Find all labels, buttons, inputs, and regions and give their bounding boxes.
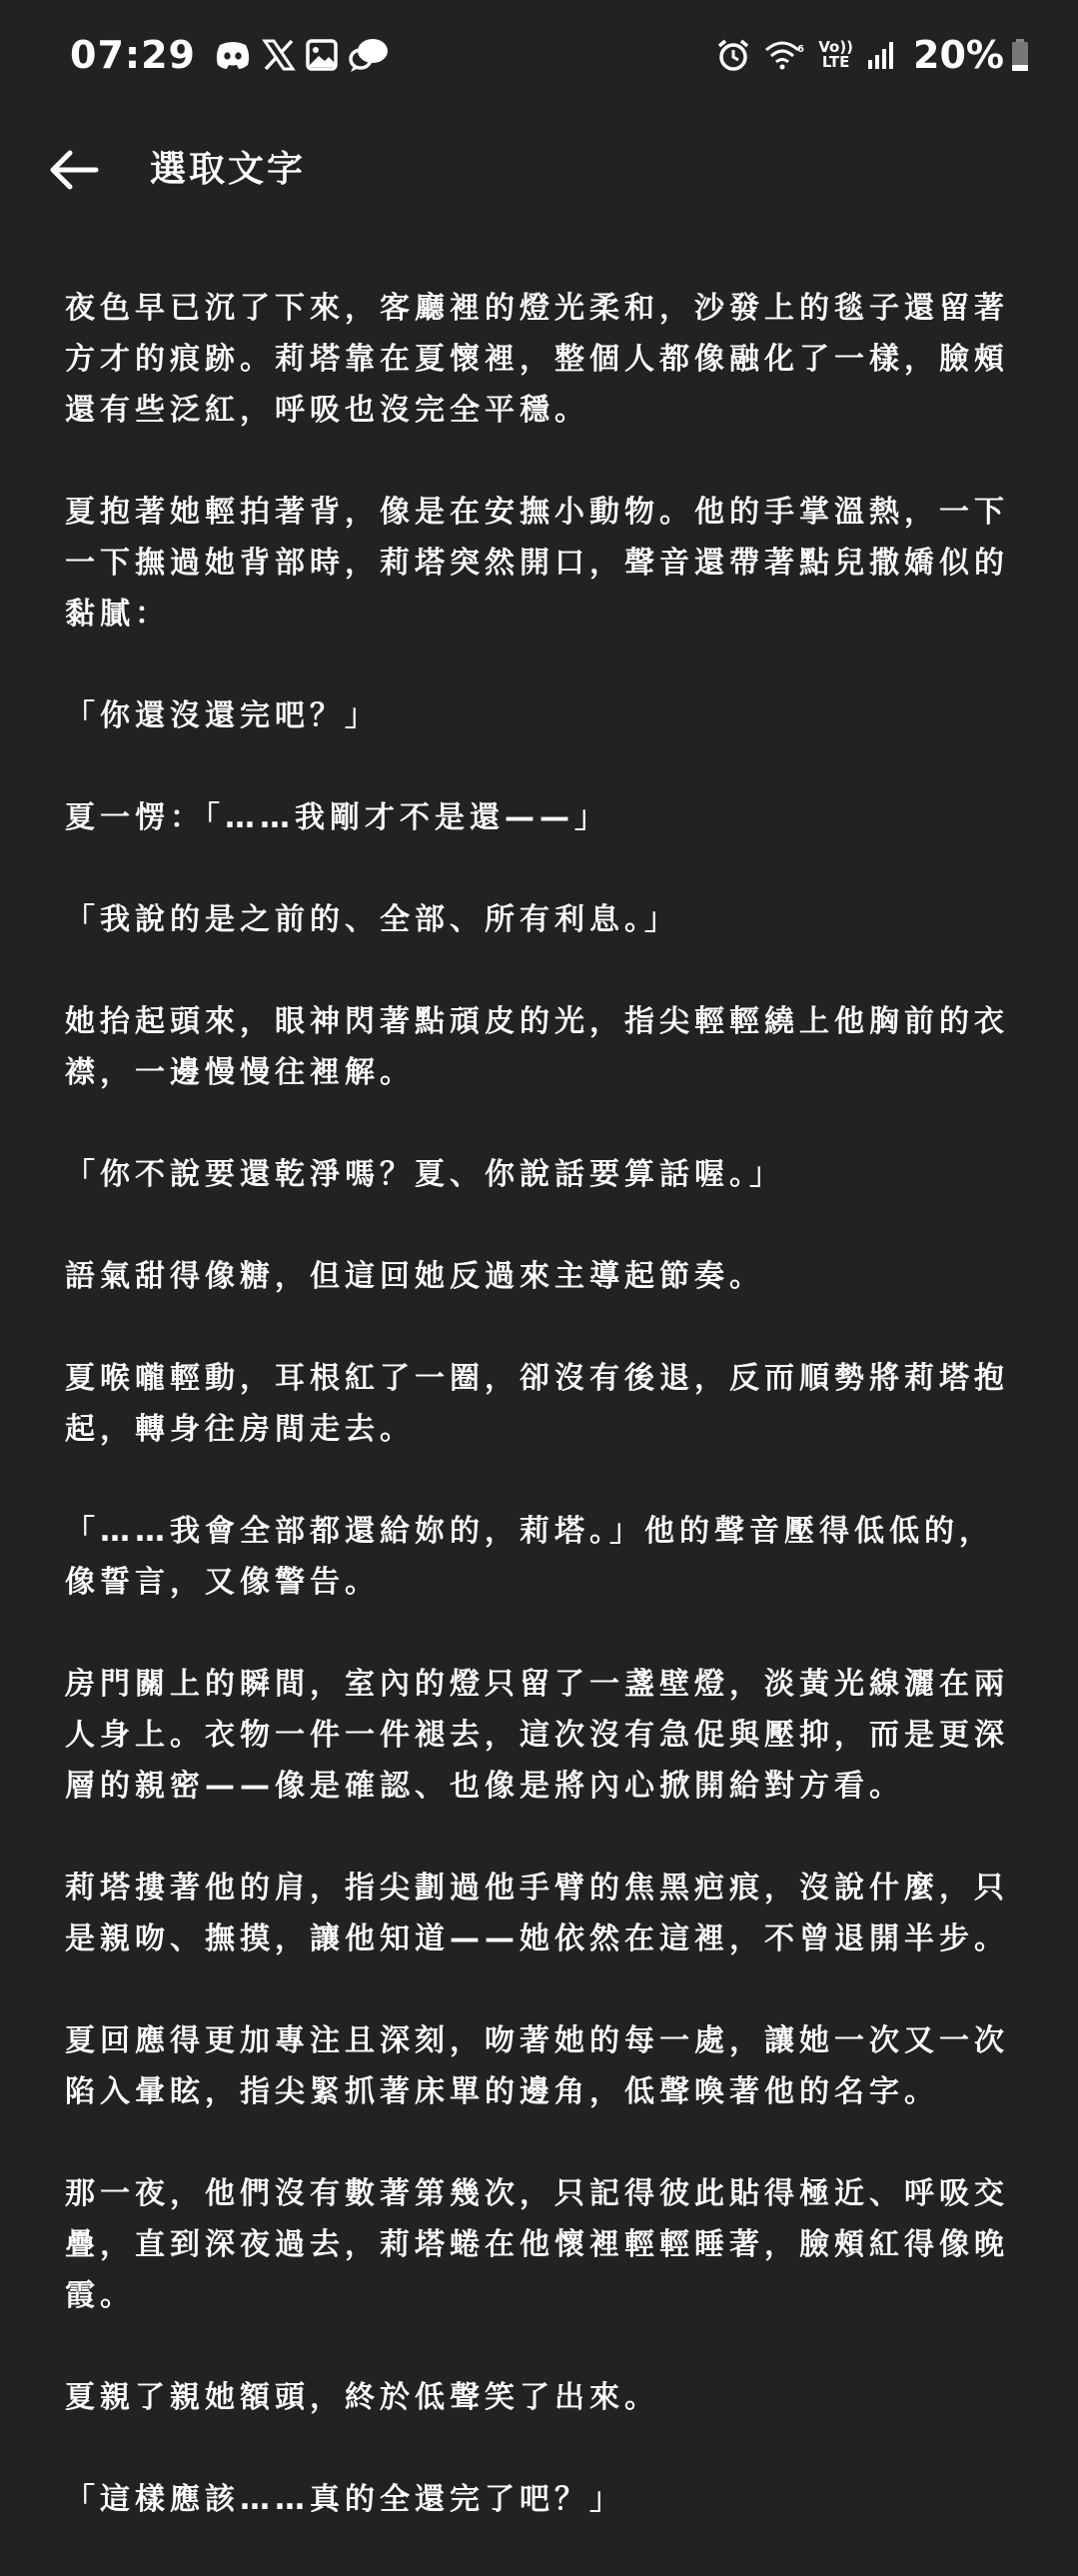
clock: 07:29 <box>70 33 196 77</box>
status-right <box>702 33 1030 77</box>
app-bar <box>0 130 1078 210</box>
text-paragraph[interactable]: 夏一愣：「……我剛才不是還——」 <box>65 800 609 835</box>
lte-label: LTE <box>821 53 850 71</box>
gallery-icon <box>306 39 338 71</box>
text-paragraph[interactable]: 房門關上的瞬間，室內的燈只留了一盞壁燈，淡黃光線灑在兩人身上。衣物一件一件褪去，這次沒有急促與壓抑，而是更深層的親密——像是確認、也像是將內心掀開給對方看。 <box>65 1667 1009 1804</box>
text-paragraph[interactable]: 夏回應得更加專注且深刻，吻著她的每一處，讓她一次又一次陷入暈眩，指尖緊抓著床單的邊角，低聲喚著他的名字。 <box>65 2023 1009 2109</box>
wifi-icon <box>764 38 804 72</box>
text-paragraph[interactable]: 夏抱著她輕拍著背，像是在安撫小動物。他的手掌溫熱，一下一下撫過她背部時，莉塔突然開口，聲音還帶著點兒撒嬌似的黏膩： <box>65 495 1009 632</box>
alarm-icon <box>716 38 750 72</box>
text-paragraph[interactable]: 莉塔摟著他的肩，指尖劃過他手臂的焦黑疤痕，沒說什麼，只是親吻、撫摸，讓他知道——她依然在這裡，不曾退開半步。 <box>65 1871 1009 1956</box>
text-paragraph[interactable]: 「我說的是之前的、全部、所有利息。」 <box>65 902 679 937</box>
text-paragraph[interactable]: 夜色早已沉了下來，客廳裡的燈光柔和，沙發上的毯子還留著方才的痕跡。莉塔靠在夏懷裡，整個人都像融化了一樣，臉頰還有些泛紅，呼吸也沒完全平穩。 <box>65 291 1009 428</box>
battery-icon <box>1010 38 1030 72</box>
selectable-text-area[interactable] <box>65 283 1024 2576</box>
text-paragraph[interactable]: 「你不說要還乾淨嗎？夏、你說話要算話喔。」 <box>65 1157 784 1192</box>
text-paragraph[interactable]: 「這樣應該……真的全還完了吧？」 <box>65 2482 624 2517</box>
text-paragraph[interactable]: 「……我會全部都還給妳的，莉塔。」他的聲音壓得低低的，像誓言，又像警告。 <box>65 1514 994 1600</box>
volte-label: Vo)) <box>818 38 854 56</box>
signal-icon <box>867 40 897 70</box>
page-title: 選取文字 <box>150 149 307 190</box>
volte-icon <box>818 40 853 70</box>
status-left <box>70 33 400 77</box>
status-bar <box>0 0 1078 110</box>
chat-bubble-icon <box>348 37 390 73</box>
back-button[interactable] <box>44 140 104 200</box>
back-arrow-icon <box>48 148 100 192</box>
text-paragraph[interactable]: 「你還沒還完吧？」 <box>65 698 380 733</box>
text-paragraph[interactable]: 她抬起頭來，眼神閃著點頑皮的光，指尖輕輕繞上他胸前的衣襟，一邊慢慢往裡解。 <box>65 1004 1009 1090</box>
battery-percent: 20% <box>913 33 1004 77</box>
text-paragraph[interactable]: 夏喉嚨輕動，耳根紅了一圈，卻沒有後退，反而順勢將莉塔抱起，轉身往房間走去。 <box>65 1361 1009 1447</box>
x-icon <box>262 39 296 71</box>
text-paragraph[interactable]: 那一夜，他們沒有數著第幾次，只記得彼此貼得極近、呼吸交疊，直到深夜過去，莉塔蜷在他懷裡輕輕睡著，臉頰紅得像晚霞。 <box>65 2176 1009 2313</box>
text-paragraph[interactable]: 夏親了親她額頭，終於低聲笑了出來。 <box>65 2380 659 2415</box>
discord-icon <box>214 39 252 71</box>
svg-text:6: 6 <box>797 44 805 55</box>
text-paragraph[interactable]: 語氣甜得像糖，但這回她反過來主導起節奏。 <box>65 1259 764 1294</box>
